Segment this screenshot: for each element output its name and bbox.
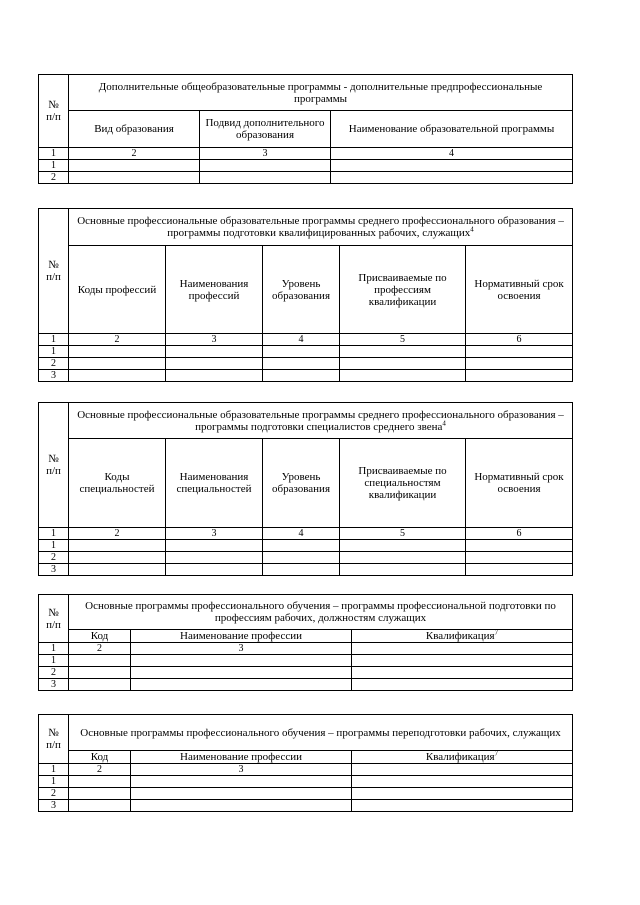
table-cell <box>131 788 352 800</box>
footnote-mark: 7 <box>494 629 499 637</box>
col-number: 4 <box>263 528 340 540</box>
table-cell <box>69 800 131 812</box>
col-number: 2 <box>69 643 131 655</box>
table-cell <box>69 679 131 691</box>
table-cell <box>166 346 263 358</box>
table-cell <box>263 564 340 576</box>
table-cell <box>69 655 131 667</box>
table-cell <box>352 655 573 667</box>
table-cell <box>263 370 340 382</box>
col-number: 3 <box>166 334 263 346</box>
table-cell <box>352 679 573 691</box>
col-number <box>352 643 573 655</box>
table-row <box>39 346 573 358</box>
num-header: № п/п <box>39 75 69 148</box>
col-header: Наименование профессии <box>131 751 352 764</box>
table-title: Основные профессиональные образовательные программы среднего профессионального образования – программы подготовки специалистов среднего звена$^4$ <box>69 403 573 439</box>
table-cell <box>166 552 263 564</box>
table-title: Основные профессиональные образовательные программы среднего профессионального образования – программы подготовки квалифицированных рабочих, служащих$^4$ <box>69 209 573 246</box>
col-number: 3 <box>131 764 352 776</box>
table-cell <box>340 358 466 370</box>
row-number: 2 <box>39 552 69 564</box>
table-cell <box>263 552 340 564</box>
col-header: Подвид дополнительного образования <box>200 111 331 148</box>
col-header: Наименование профессии <box>131 630 352 643</box>
table-cell <box>352 776 573 788</box>
row-number: 1 <box>39 655 69 667</box>
col-header: Наименование образовательной программы <box>331 111 573 148</box>
row-number: 1 <box>39 776 69 788</box>
table-cell <box>69 564 166 576</box>
col-header: Уровень образования <box>263 439 340 528</box>
col-header: Уровень образования <box>263 246 340 334</box>
table-cell <box>263 346 340 358</box>
table-cell <box>131 679 352 691</box>
col-header: Код <box>69 630 131 643</box>
col-number: 1 <box>39 643 69 655</box>
row-number: 2 <box>39 788 69 800</box>
table-title: Основные программы профессионального обучения – программы профессиональной подготовки по профессиям рабочих, должностям служащих <box>69 595 573 630</box>
col-number: 3 <box>200 148 331 160</box>
col-number: 4 <box>331 148 573 160</box>
footnote-mark: 4 <box>442 418 446 427</box>
col-number: 1 <box>39 334 69 346</box>
table-row <box>39 655 573 667</box>
col-header: Нормативный срок освоения <box>466 439 573 528</box>
table-cell <box>166 564 263 576</box>
col-header: Коды профессий <box>69 246 166 334</box>
table-row <box>39 370 573 382</box>
table-cell <box>69 358 166 370</box>
table-cell <box>166 358 263 370</box>
table-cell <box>69 160 200 172</box>
table-cell <box>69 667 131 679</box>
table-cell <box>340 346 466 358</box>
col-header: Квалификация$^7$ <box>352 630 573 643</box>
num-header: № п/п <box>39 595 69 643</box>
table-cell <box>131 655 352 667</box>
table-row <box>39 540 573 552</box>
col-header: Вид образования <box>69 111 200 148</box>
table-cell <box>200 172 331 184</box>
table-cell <box>69 172 200 184</box>
table-row <box>39 564 573 576</box>
table-mid-level-specialists <box>38 402 573 576</box>
table-cell <box>340 564 466 576</box>
table-cell <box>131 776 352 788</box>
table-skilled-workers <box>38 208 573 382</box>
col-header: Присваиваемые по профессиям квалификации <box>340 246 466 334</box>
col-header: Коды специальностей <box>69 439 166 528</box>
footnote-mark: 4 <box>470 225 474 234</box>
row-number: 3 <box>39 800 69 812</box>
num-header: № п/п <box>39 209 69 334</box>
col-number: 2 <box>69 334 166 346</box>
table-cell <box>69 788 131 800</box>
table-cell <box>352 667 573 679</box>
col-number: 3 <box>166 528 263 540</box>
table-cell <box>69 776 131 788</box>
table-cell <box>200 160 331 172</box>
col-number: 1 <box>39 148 69 160</box>
col-number: 2 <box>69 148 200 160</box>
col-number: 2 <box>69 528 166 540</box>
row-number: 3 <box>39 679 69 691</box>
col-number: 3 <box>131 643 352 655</box>
table-cell <box>331 172 573 184</box>
table-cell <box>466 358 573 370</box>
col-header: Наименования профессий <box>166 246 263 334</box>
table-cell <box>69 370 166 382</box>
table-retraining <box>38 714 573 812</box>
table-additional-programs <box>38 74 573 184</box>
row-number: 1 <box>39 160 69 172</box>
num-header: № п/п <box>39 715 69 764</box>
footnote-mark: 7 <box>494 750 499 758</box>
table-row <box>39 679 573 691</box>
table-title: Основные программы профессионального обучения – программы переподготовки рабочих, служащих <box>69 715 573 751</box>
table-cell <box>352 800 573 812</box>
row-number: 3 <box>39 564 69 576</box>
table-cell <box>340 370 466 382</box>
col-number <box>352 764 573 776</box>
table-cell <box>131 667 352 679</box>
col-number: 1 <box>39 764 69 776</box>
row-number: 1 <box>39 346 69 358</box>
table-cell <box>131 800 352 812</box>
table-cell <box>166 370 263 382</box>
table-row <box>39 776 573 788</box>
table-cell <box>466 370 573 382</box>
col-number: 1 <box>39 528 69 540</box>
row-number: 2 <box>39 358 69 370</box>
col-number: 6 <box>466 528 573 540</box>
row-number: 1 <box>39 540 69 552</box>
table-row <box>39 172 573 184</box>
col-number: 2 <box>69 764 131 776</box>
row-number: 3 <box>39 370 69 382</box>
col-header: Нормативный срок освоения <box>466 246 573 334</box>
col-header: Код <box>69 751 131 764</box>
col-number: 5 <box>340 334 466 346</box>
table-cell <box>466 552 573 564</box>
table-cell <box>69 346 166 358</box>
table-row <box>39 160 573 172</box>
table-cell <box>466 564 573 576</box>
row-number: 2 <box>39 667 69 679</box>
table-row <box>39 358 573 370</box>
table-cell <box>352 788 573 800</box>
table-cell <box>466 346 573 358</box>
table-row <box>39 552 573 564</box>
table-cell <box>263 358 340 370</box>
col-header: Присваиваемые по специальностям квалификации <box>340 439 466 528</box>
table-title: Дополнительные общеобразовательные программы - дополнительные предпрофессиональные программы <box>69 75 573 111</box>
table-cell <box>340 540 466 552</box>
table-cell <box>263 540 340 552</box>
table-cell <box>331 160 573 172</box>
table-cell <box>340 552 466 564</box>
row-number: 2 <box>39 172 69 184</box>
table-row <box>39 800 573 812</box>
table-row <box>39 788 573 800</box>
num-header: № п/п <box>39 403 69 528</box>
col-header: Квалификация$^7$ <box>352 751 573 764</box>
col-number: 6 <box>466 334 573 346</box>
table-cell <box>466 540 573 552</box>
table-vocational-training <box>38 594 573 691</box>
table-cell <box>69 552 166 564</box>
col-number: 4 <box>263 334 340 346</box>
col-header: Наименования специальностей <box>166 439 263 528</box>
table-cell <box>166 540 263 552</box>
col-number: 5 <box>340 528 466 540</box>
table-row <box>39 667 573 679</box>
table-cell <box>69 540 166 552</box>
